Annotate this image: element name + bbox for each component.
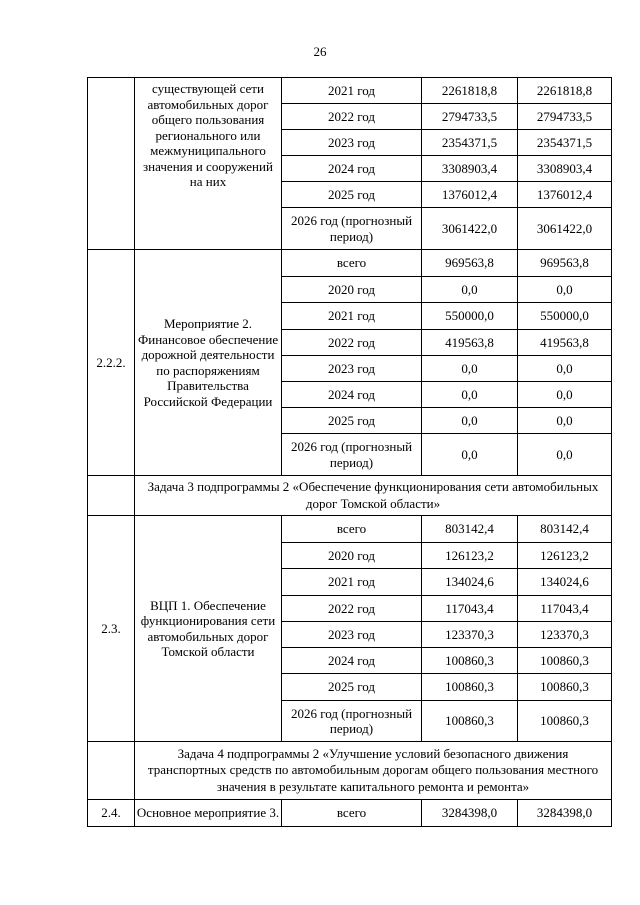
year-cell: 2024 год: [282, 648, 422, 674]
year-cell: 2023 год: [282, 356, 422, 382]
item-description-cell: [135, 250, 282, 476]
value-cell: 117043,4: [422, 596, 518, 622]
year-cell: [282, 701, 422, 742]
value-cell: 3308903,4: [518, 156, 612, 182]
value-cell: 3284398,0: [518, 800, 612, 827]
value-cell: 100860,3: [422, 674, 518, 701]
description-line: Российской Федерации: [143, 393, 273, 409]
value-cell: 134024,6: [422, 569, 518, 596]
value-cell: 126123,2: [422, 543, 518, 569]
value-cell: 3284398,0: [422, 800, 518, 827]
value-cell: 0,0: [518, 356, 612, 382]
value-cell: 419563,8: [422, 330, 518, 356]
year-cell: 2025 год: [282, 408, 422, 434]
value-cell: 0,0: [422, 277, 518, 303]
task-line: Задача 4 подпрограммы 2 «Улучшение условий безопасного движения: [177, 745, 569, 761]
year-line: период): [329, 721, 374, 736]
task-line: транспортных средств по автомобильным дорогам общего пользования местного: [147, 762, 599, 778]
year-cell: 2024 год: [282, 382, 422, 408]
task-row: [88, 742, 612, 800]
value-cell: 117043,4: [518, 596, 612, 622]
value-cell: 100860,3: [518, 648, 612, 674]
value-cell: 969563,8: [422, 250, 518, 277]
year-line: период): [329, 454, 374, 470]
value-cell: 0,0: [422, 408, 518, 434]
year-cell: всего: [282, 800, 422, 827]
value-cell: 126123,2: [518, 543, 612, 569]
value-cell: 2261818,8: [422, 78, 518, 104]
year-cell: 2022 год: [282, 596, 422, 622]
value-cell: 1376012,4: [518, 182, 612, 208]
year-cell: [282, 434, 422, 476]
item-number-cell: [88, 476, 135, 516]
task-line: дорог Томской области»: [305, 495, 441, 511]
year-cell: всего: [282, 516, 422, 543]
value-cell: 1376012,4: [422, 182, 518, 208]
year-cell: 2022 год: [282, 330, 422, 356]
year-line: 2026 год (прогнозный: [290, 705, 413, 721]
value-cell: 100860,3: [422, 648, 518, 674]
value-cell: 3061422,0: [518, 208, 612, 250]
year-cell: 2023 год: [282, 622, 422, 648]
description-line: Мероприятие 2.: [164, 316, 252, 331]
table-row: [88, 250, 612, 277]
description-line: функционирования сети: [140, 613, 276, 628]
year-cell: всего: [282, 250, 422, 277]
value-cell: 0,0: [518, 408, 612, 434]
year-cell: 2021 год: [282, 303, 422, 330]
description-line: автомобильных дорог: [147, 96, 269, 112]
value-cell: 3308903,4: [422, 156, 518, 182]
year-cell: 2025 год: [282, 182, 422, 208]
value-cell: 550000,0: [422, 303, 518, 330]
value-cell: 100860,3: [518, 674, 612, 701]
year-line: 2026 год (прогнозный: [290, 439, 413, 454]
value-cell: 969563,8: [518, 250, 612, 277]
value-cell: 2354371,5: [518, 130, 612, 156]
description-line: значения и сооружений: [143, 158, 273, 174]
task-line: Задача 3 подпрограммы 2 «Обеспечение функционирования сети автомобильных: [147, 479, 599, 494]
value-cell: 0,0: [518, 434, 612, 476]
year-cell: 2021 год: [282, 569, 422, 596]
value-cell: 803142,4: [518, 516, 612, 543]
description-line: Финансовое обеспечение: [138, 331, 279, 347]
year-cell: 2021 год: [282, 78, 422, 104]
task-row: [88, 476, 612, 516]
value-cell: 419563,8: [518, 330, 612, 356]
budget-table: [87, 77, 612, 827]
value-cell: 2794733,5: [422, 104, 518, 130]
year-line: период): [329, 228, 374, 244]
table-row: [88, 516, 612, 543]
description-line: межмуниципального: [150, 143, 266, 158]
year-line: 2026 год (прогнозный: [290, 213, 413, 228]
value-cell: 2794733,5: [518, 104, 612, 130]
description-line: регионального или: [155, 127, 261, 143]
year-cell: 2020 год: [282, 277, 422, 303]
value-cell: 123370,3: [518, 622, 612, 648]
description-line: Правительства: [167, 378, 249, 393]
value-cell: 2354371,5: [422, 130, 518, 156]
task-cell: [135, 742, 612, 800]
description-line: Томской области: [161, 644, 255, 659]
item-number-cell: [88, 742, 135, 800]
value-cell: 100860,3: [422, 701, 518, 742]
value-cell: 100860,3: [518, 701, 612, 742]
value-cell: 123370,3: [422, 622, 518, 648]
value-cell: 0,0: [422, 382, 518, 408]
description-line: общего пользования: [151, 112, 265, 127]
page-number: 26: [313, 44, 327, 59]
item-number-cell: 2.2.2.: [88, 250, 135, 476]
year-cell: 2024 год: [282, 156, 422, 182]
item-number-cell: 2.4.: [88, 800, 135, 827]
item-description-cell: Основное мероприятие 3.: [135, 800, 282, 827]
value-cell: 803142,4: [422, 516, 518, 543]
value-cell: 0,0: [422, 434, 518, 476]
value-cell: 0,0: [518, 277, 612, 303]
task-line: значения в результате капитального ремонта и ремонта»: [216, 778, 530, 794]
value-cell: 3061422,0: [422, 208, 518, 250]
item-number-cell: 2.3.: [88, 516, 135, 742]
table-row: [88, 78, 612, 104]
description-line: дорожной деятельности: [141, 347, 275, 362]
value-cell: 0,0: [422, 356, 518, 382]
year-cell: 2020 год: [282, 543, 422, 569]
table-row: [88, 800, 612, 827]
description-line: существующей сети: [152, 81, 264, 96]
description-line: по распоряжениям: [156, 362, 260, 378]
value-cell: 0,0: [518, 382, 612, 408]
year-cell: [282, 208, 422, 250]
year-cell: 2025 год: [282, 674, 422, 701]
description-line: ВЦП 1. Обеспечение: [150, 597, 266, 613]
item-description-cell: [135, 516, 282, 742]
item-description-cell: [135, 78, 282, 250]
description-line: на них: [189, 174, 227, 189]
value-cell: 134024,6: [518, 569, 612, 596]
value-cell: 2261818,8: [518, 78, 612, 104]
description-line: автомобильных дорог: [147, 628, 269, 644]
year-cell: 2022 год: [282, 104, 422, 130]
year-cell: 2023 год: [282, 130, 422, 156]
item-number-cell: [88, 78, 135, 250]
task-cell: [135, 476, 612, 516]
value-cell: 550000,0: [518, 303, 612, 330]
